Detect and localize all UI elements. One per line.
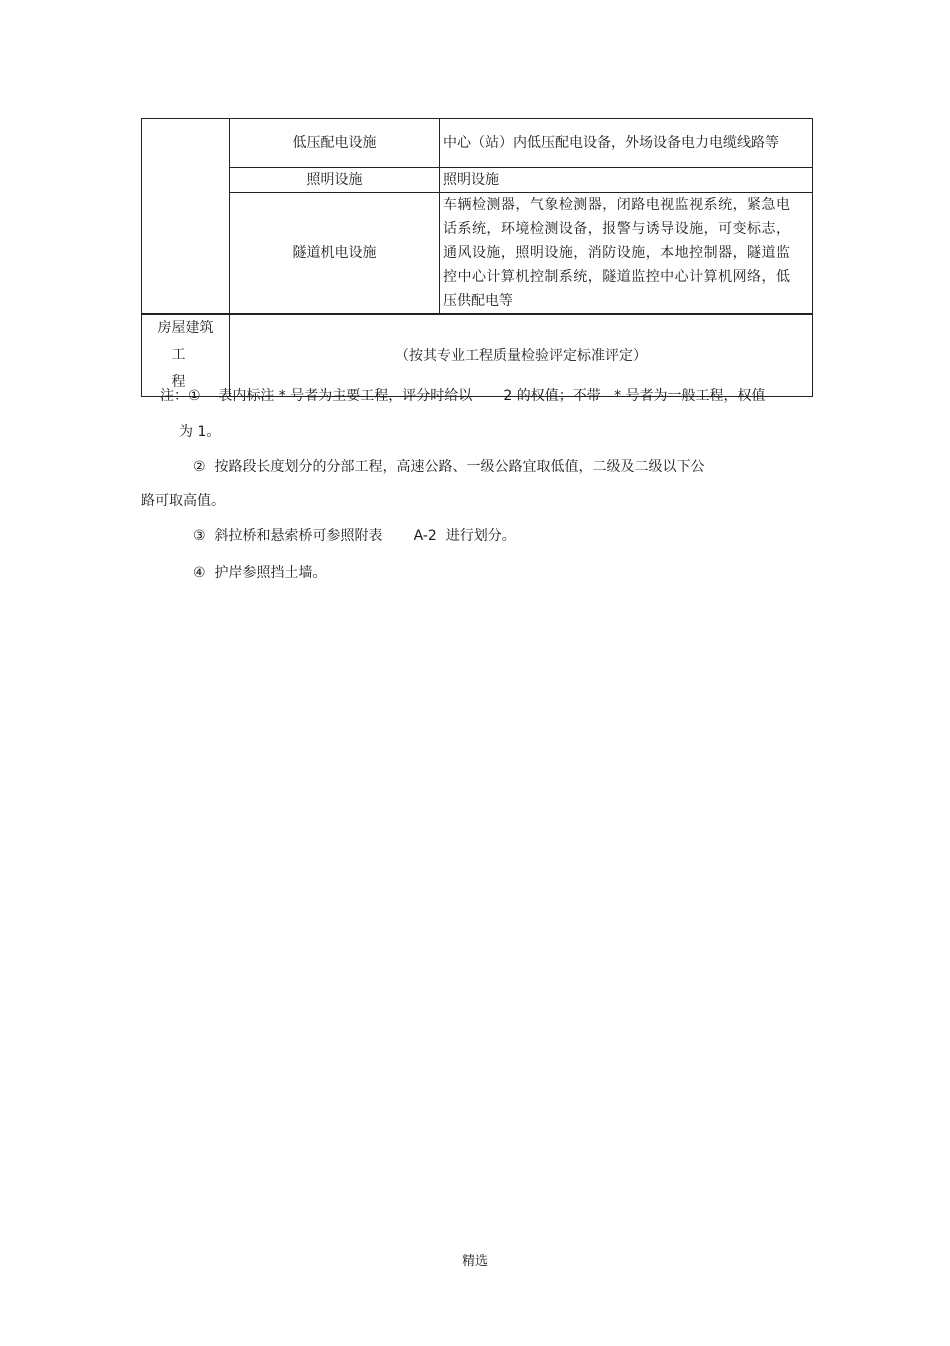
item-cell: 低压配电设施 xyxy=(230,119,440,168)
note-1-line-1: 注：① 表内标注 * 号者为主要工程，评分时给以 2 的权值；不带 * 号者为一般工程，权值 xyxy=(160,388,766,404)
table-row xyxy=(142,168,813,193)
building-label-line2: 工程 xyxy=(171,347,214,390)
empty-group-cell xyxy=(142,119,230,315)
building-standard-cell: （按其专业工程质量检验评定标准评定） xyxy=(230,314,813,397)
description-cell: 车辆检测器，气象检测器，闭路电视监视系统，紧急电话系统，环境检测设备，报警与诱导设施，可变标志，通风设施，照明设施，消防设施，本地控制器，隧道监控中心计算机控制系统，隧道监控中心计算机网络，低压供配电等 xyxy=(440,193,813,315)
description-cell: 中心（站）内低压配电设备，外场设备电力电缆线路等 xyxy=(440,119,813,168)
page-footer: 精选 xyxy=(461,1254,488,1269)
building-label-line1: 房屋建筑 xyxy=(157,320,214,336)
project-division-table xyxy=(141,118,813,397)
description-cell: 照明设施 xyxy=(440,168,813,193)
item-cell: 隧道机电设施 xyxy=(230,193,440,315)
note-1-line-2: 为 1。 xyxy=(179,424,221,440)
note-2-line-1: ② 按路段长度划分的分部工程，高速公路、一级公路宜取低值，二级及二级以下公 xyxy=(193,459,705,475)
table-row xyxy=(142,119,813,168)
item-cell: 照明设施 xyxy=(230,168,440,193)
note-2-line-2: 路可取高值。 xyxy=(141,493,225,509)
building-label-cell xyxy=(142,314,230,397)
note-3: ③ 斜拉桥和悬索桥可参照附表 A-2 进行划分。 xyxy=(193,528,516,544)
table-row xyxy=(142,314,813,397)
table-row xyxy=(142,193,813,315)
note-4: ④ 护岸参照挡土墙。 xyxy=(193,565,327,581)
